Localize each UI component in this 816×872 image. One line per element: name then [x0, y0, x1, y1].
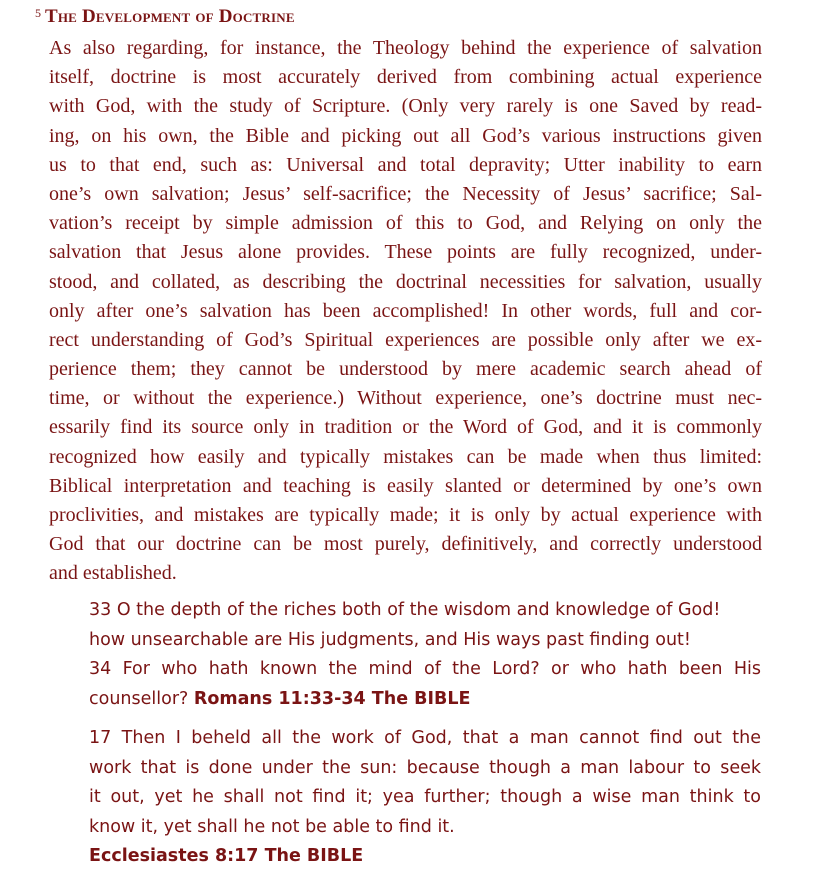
scripture-quote-ecclesiastes: [89, 724, 761, 872]
quote-line: 34 For who hath known the mind of the Lord? or who hath been His: [89, 659, 761, 679]
body-line: God that our doctrine can be most purely, definitively, and correctly understood: [49, 533, 762, 556]
quote-line: how unsearchable are His judgments, and His ways past finding out!: [89, 629, 691, 650]
quote-line: it out, yet he shall not find it; yea further; though a wise man think to: [89, 787, 761, 807]
body-line: salvation that Jesus alone provides. These points are fully recognized, under-: [49, 241, 762, 264]
body-line: and established.: [49, 562, 177, 585]
body-line: recognized how easily and typically mistakes can be made when thus limited:: [49, 445, 762, 468]
section-heading: [35, 6, 295, 28]
body-line: itself, doctrine is most accurately derived from combining actual experience: [49, 66, 762, 89]
body-line: one’s own salvation; Jesus’ self-sacrifice; the Necessity of Jesus’ sacrifice; Sal-: [49, 182, 762, 205]
scripture-quote-romans: [89, 596, 761, 714]
body-paragraph: [49, 34, 762, 589]
body-line: stood, and collated, as describing the doctrinal necessities for salvation, usually: [49, 270, 762, 293]
quote-line: 17 Then I beheld all the work of God, that a man cannot find out the: [89, 728, 761, 748]
body-line: time, or without the experience.) Without experience, one’s doctrine must nec-: [49, 387, 762, 410]
body-line: us to that end, such as: Universal and total depravity; Utter inability to earn: [49, 153, 762, 176]
body-line: rect understanding of God’s Spiritual experiences are possible only after we ex-: [49, 328, 762, 351]
body-line: only after one’s salvation has been accomplished! In other words, full and cor-: [49, 299, 762, 322]
body-line: with God, with the study of Scripture. (Only very rarely is one Saved by read-: [49, 95, 762, 118]
section-title: The Development of Doctrine: [45, 6, 295, 27]
quote-line: 33 O the depth of the riches both of the wisdom and knowledge of God!: [89, 600, 721, 620]
quote-line: work that is done under the sun: because though a man labour to seek: [89, 757, 761, 778]
body-line: ing, on his own, the Bible and picking out all God’s various instructions given: [49, 124, 762, 147]
body-line: essarily find its source only in tradition or the Word of God, and it is commonly: [49, 416, 762, 439]
body-line: vation’s receipt by simple admission of this to God, and Relying on only the: [49, 212, 762, 235]
scripture-reference: Romans 11:33-34 The BIBLE: [193, 688, 471, 709]
body-line: perience them; they cannot be understood by mere academic search ahead of: [49, 358, 762, 381]
quote-text: counsellor?: [89, 688, 194, 709]
body-line: proclivities, and mistakes are typically made; it is only by actual experience with: [49, 504, 762, 526]
quote-line-last: [89, 685, 761, 715]
body-line: As also regarding, for instance, the Theology behind the experience of salvation: [49, 37, 762, 59]
scripture-reference: Ecclesiastes 8:17 The BIBLE: [89, 846, 364, 866]
body-line: Biblical interpretation and teaching is easily slanted or determined by one’s own: [49, 474, 762, 497]
footnote-number: 5: [35, 6, 41, 20]
quote-line: know it, yet shall he not be able to find it.: [89, 816, 455, 837]
